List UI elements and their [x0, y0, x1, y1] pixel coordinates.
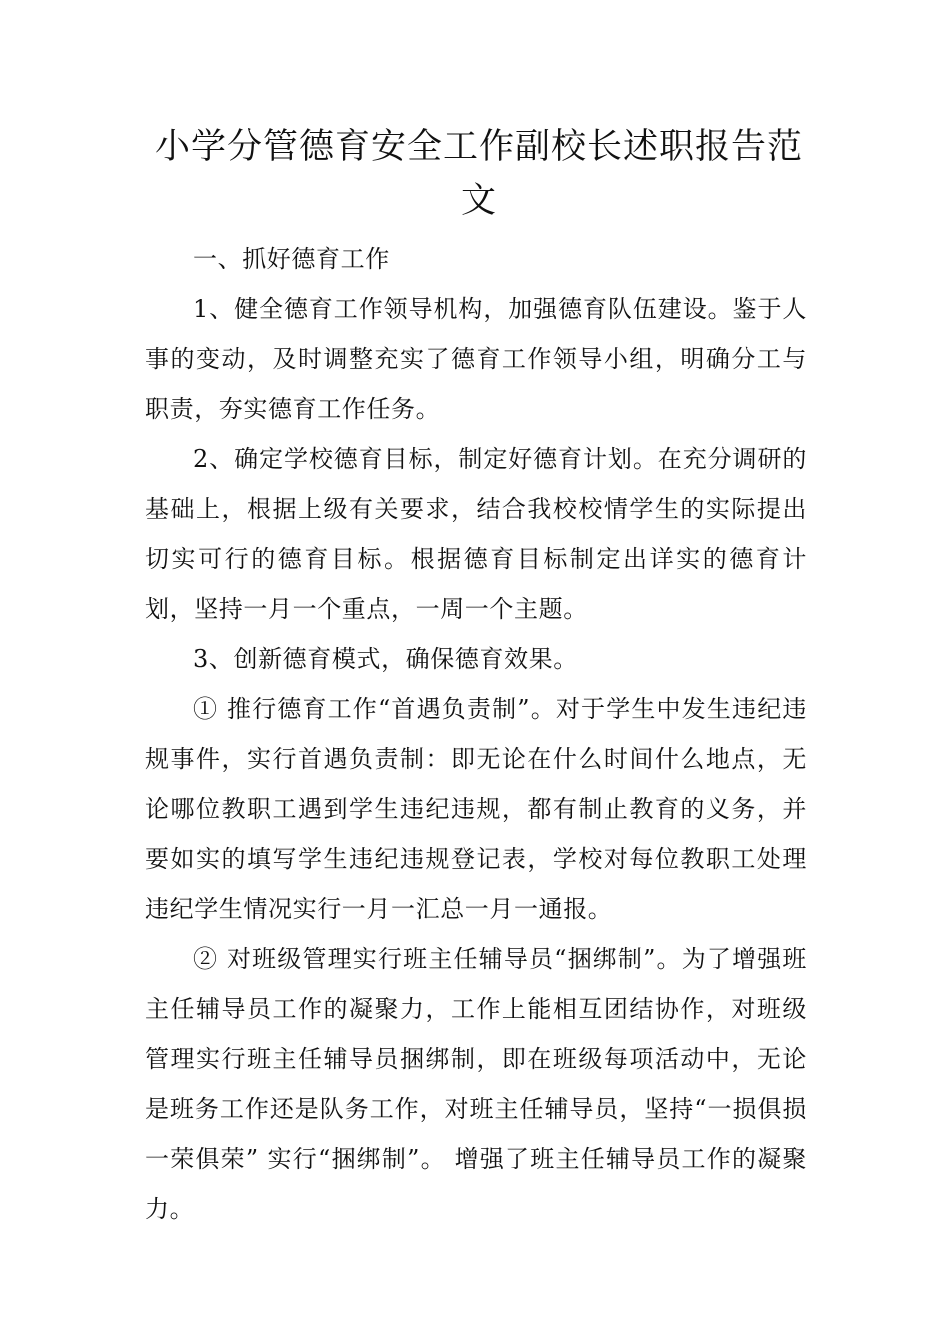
- paragraph: ② 对班级管理实行班主任辅导员“捆绑制”。为了增强班主任辅导员工作的凝聚力，工作上能相互团结协作，对班级管理实行班主任辅导员捆绑制，即在班级每项活动中，无论是班务工作还是队务工作，对班主任辅导员，坚持“一损俱损一荣俱荣” 实行“捆绑制”。 增强了班主任辅导员工作的凝聚力。: [145, 945, 807, 1223]
- paragraph: 1、健全德育工作领导机构，加强德育队伍建设。鉴于人事的变动，及时调整充实了德育工作领导小组，明确分工与职责，夯实德育工作任务。: [145, 295, 807, 423]
- document-title: 小学分管德育安全工作副校长述职报告范文: [154, 127, 803, 221]
- document-body: [145, 234, 807, 1234]
- paragraph: 2、确定学校德育目标，制定好德育计划。在充分调研的基础上，根据上级有关要求，结合我校校情学生的实际提出切实可行的德育目标。根据德育目标制定出详实的德育计划，坚持一月一个重点，一周一个主题。: [145, 445, 807, 623]
- paragraph: 3、创新德育模式，确保德育效果。: [193, 645, 578, 673]
- document-page: [145, 120, 807, 1234]
- section-heading: 一、抓好德育工作: [193, 245, 390, 273]
- paragraph: ① 推行德育工作“首遇负责制”。对于学生中发生违纪违规事件，实行首遇负责制：即无论在什么时间什么地点，无论哪位教职工遇到学生违纪违规，都有制止教育的义务，并要如实的填写学生违纪违规登记表，学校对每位教职工处理违纪学生情况实行一月一汇总一月一通报。: [145, 695, 807, 923]
